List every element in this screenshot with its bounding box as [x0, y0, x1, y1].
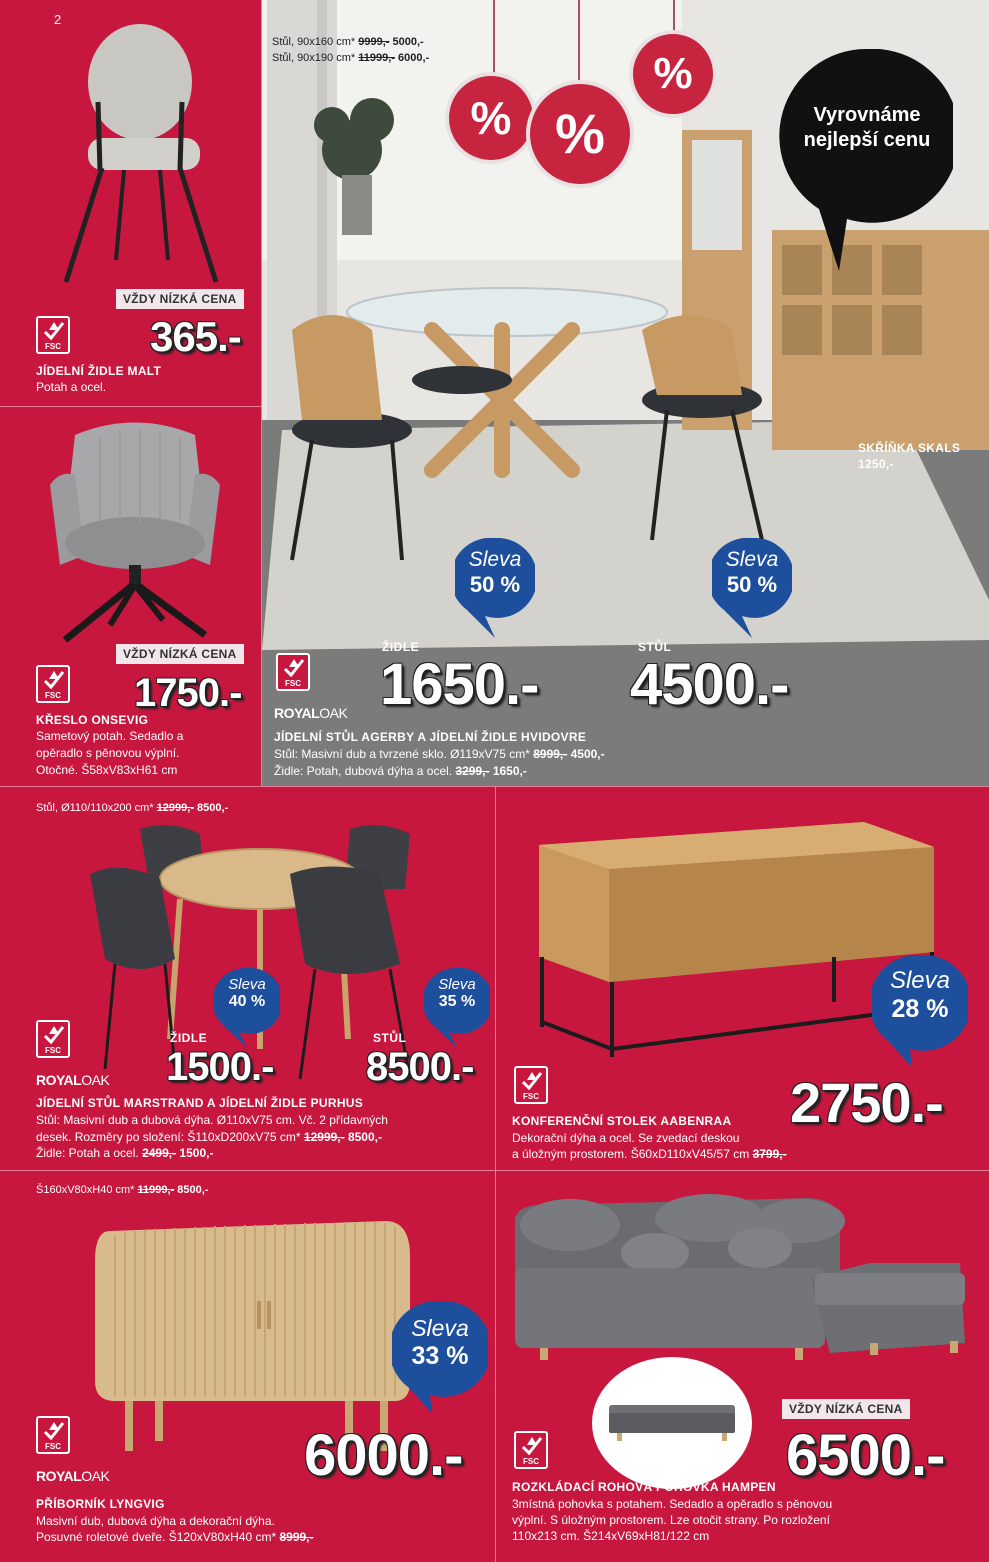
- discount-bubble-table: [712, 538, 792, 638]
- percent-label: %: [470, 92, 512, 144]
- chair-malt-image: [40, 20, 240, 290]
- low-price-badge: VŽDY NÍZKÁ CENA: [782, 1399, 910, 1419]
- fsc-logo: [36, 665, 70, 703]
- product-desc-line1: 3místná pohovka s potahem. Sedadlo a opěradlo s pěnovou: [512, 1497, 833, 1511]
- discount-value: 40 %: [228, 993, 266, 1010]
- price: 1750.-: [134, 671, 242, 715]
- discount-value: 33 %: [411, 1342, 469, 1370]
- product-desc-line3: Otočné. Š58xV83xH61 cm: [36, 763, 178, 777]
- product-title: ROZKLÁDACÍ ROHOVÁ POHOVKA HAMPEN: [512, 1480, 776, 1494]
- old-price: 2499,-: [142, 1146, 177, 1160]
- discount-value: 50 %: [469, 572, 521, 597]
- product-title: KONFERENČNÍ STOLEK AABENRAA: [512, 1114, 732, 1128]
- old-price: 11999,-: [358, 52, 395, 64]
- discount-value: 50 %: [726, 572, 778, 597]
- low-price-badge: VŽDY NÍZKÁ CENA: [116, 289, 244, 309]
- price-label: Stůl, 90x160 cm*: [272, 36, 359, 48]
- tree-checkmark-icon: [520, 1070, 544, 1092]
- fsc-logo: [514, 1066, 548, 1104]
- table-label: STŮL: [373, 1031, 407, 1045]
- discount-value: 35 %: [438, 993, 476, 1010]
- product-aabenraa[interactable]: [496, 787, 989, 1171]
- product-armchair-onsevig[interactable]: [0, 407, 262, 787]
- new-price: 8500,-: [174, 1184, 209, 1196]
- product-chair-malt[interactable]: [0, 0, 262, 407]
- product-desc-line2: [36, 1129, 382, 1145]
- new-price: 8500,-: [344, 1130, 382, 1144]
- tree-checkmark-icon: [42, 669, 66, 691]
- armchair-onsevig-image: [45, 415, 225, 645]
- tree-checkmark-icon: [520, 1435, 544, 1457]
- desc-text: Posuvné roletové dveře. Š120xV80xH40 cm*: [36, 1530, 280, 1544]
- desc-text: Stůl: Masivní dub a tvrzené sklo. Ø119xV75 cm*: [274, 747, 534, 761]
- discount-word: Sleva: [725, 548, 779, 571]
- product-desc-line1: Dekorační dýha a ocel. Se zvedací deskou: [512, 1131, 740, 1145]
- fsc-logo: [36, 1020, 70, 1058]
- new-price: 1650,-: [489, 764, 527, 778]
- percent-tag-3: [629, 30, 717, 118]
- product-hampen[interactable]: [496, 1171, 989, 1562]
- low-price-badge: VŽDY NÍZKÁ CENA: [116, 644, 244, 664]
- old-price: 8999,-: [533, 747, 568, 761]
- size-price-line: [36, 1183, 208, 1197]
- discount-bubble-chair: [455, 538, 535, 638]
- chair-price: 1650.-: [380, 652, 539, 717]
- price-label: Stůl, 90x190 cm*: [272, 52, 359, 64]
- new-price: 6000,-: [394, 52, 430, 64]
- tree-checkmark-icon: [42, 1024, 66, 1046]
- price-match-bubble: [779, 49, 953, 271]
- desc-text: a úložným prostorem. Š60xD110xV45/57 cm: [512, 1147, 753, 1161]
- discount-word: Sleva: [438, 976, 476, 993]
- discount-word: Sleva: [889, 967, 951, 994]
- discount-bubble: [872, 955, 968, 1067]
- royal-oak-logo: [36, 1072, 109, 1088]
- fsc-label: FSC: [45, 342, 61, 351]
- table-price: 4500.-: [630, 652, 789, 717]
- fsc-logo: [36, 1416, 70, 1454]
- new-price: 1500,-: [176, 1146, 214, 1160]
- desc-text: Židle: Potah, dubová dýha a ocel.: [274, 764, 456, 778]
- royal-oak-oak: OAK: [81, 1468, 110, 1484]
- fsc-label: FSC: [523, 1457, 539, 1466]
- hero-agerby-hvidovre[interactable]: [262, 0, 989, 787]
- desc-text: Židle: Potah a ocel.: [36, 1146, 143, 1160]
- product-desc-line2: [274, 763, 527, 779]
- fsc-logo: [514, 1431, 548, 1469]
- sofa-bed-inset: [592, 1357, 752, 1489]
- royal-oak-logo: [274, 705, 347, 721]
- royal-oak-royal: ROYAL: [36, 1072, 82, 1088]
- discount-bubble-table: [424, 968, 490, 1048]
- chair-price: 1500.-: [166, 1045, 274, 1089]
- desc-text: desek. Rozměry po složení: Š110xD200xV75 cm*: [36, 1130, 304, 1144]
- product-title: JÍDELNÍ STŮL AGERBY A JÍDELNÍ ŽIDLE HVIDOVRE: [274, 730, 587, 744]
- product-desc-line2: výplní. S úložným prostorem. Lze otočit strany. Po rozložení: [512, 1513, 830, 1527]
- old-price: 3799,-: [752, 1147, 787, 1161]
- size-price-line: [36, 801, 228, 815]
- percent-label: %: [653, 49, 693, 98]
- tree-checkmark-icon: [42, 320, 66, 342]
- old-price: 11999,-: [137, 1184, 175, 1196]
- old-price: 12999,-: [303, 1130, 345, 1144]
- price: 2750.-: [790, 1071, 943, 1134]
- cabinet-price: 1250,-: [858, 457, 894, 471]
- chair-label: ŽIDLE: [382, 640, 420, 654]
- tree-checkmark-icon: [42, 1420, 66, 1442]
- product-desc-line2: [512, 1146, 787, 1162]
- corner-sofa-hampen-image: [510, 1193, 970, 1373]
- cabinet-title: SKŘÍŇKA SKALS: [858, 441, 961, 455]
- discount-word: Sleva: [411, 1315, 469, 1341]
- bubble-text: Vyrovnáme nejlepší cenu: [803, 104, 931, 151]
- product-desc-line3: [36, 1145, 213, 1161]
- product-title: JÍDELNÍ ŽIDLE MALT: [36, 364, 162, 378]
- price: 6000.-: [304, 1423, 463, 1488]
- product-desc-line2: opěradlo s pěnovou výplní.: [36, 746, 180, 760]
- old-price: 12999,-: [156, 802, 194, 814]
- tree-checkmark-icon: [282, 657, 306, 679]
- percent-label: %: [555, 102, 605, 165]
- fsc-label: FSC: [45, 1442, 61, 1451]
- fsc-label: FSC: [523, 1092, 539, 1101]
- product-desc-line1: Sametový potah. Sedadlo a: [36, 729, 184, 743]
- royal-oak-logo: [36, 1468, 109, 1484]
- product-desc-line1: Masivní dub, dubová dýha a dekorační dýha.: [36, 1514, 275, 1528]
- chair-label: ŽIDLE: [170, 1031, 208, 1045]
- discount-word: Sleva: [468, 548, 522, 571]
- product-title: JÍDELNÍ STŮL MARSTRAND A JÍDELNÍ ŽIDLE PURHUS: [36, 1096, 364, 1110]
- product-desc-line1: Stůl: Masivní dub a dubová dýha. Ø110xV75 cm. Vč. 2 přídavných: [36, 1113, 388, 1127]
- discount-bubble: [392, 1301, 488, 1413]
- product-title: KŘESLO ONSEVIG: [36, 713, 149, 727]
- fsc-logo: [276, 653, 310, 691]
- size-text: Stůl, Ø110/110x200 cm*: [36, 802, 157, 814]
- new-price: 8500,-: [193, 802, 229, 814]
- product-desc-line2: [36, 1529, 314, 1545]
- product-desc-line1: [274, 746, 605, 762]
- page-number: 2: [54, 12, 62, 27]
- product-lyngvig[interactable]: [0, 1171, 496, 1562]
- fsc-label: FSC: [45, 691, 61, 700]
- discount-value: 28 %: [891, 995, 949, 1023]
- table-price: 8500.-: [366, 1045, 474, 1089]
- fsc-label: FSC: [45, 1046, 61, 1055]
- price: 365.-: [150, 313, 241, 360]
- size-text: Š160xV80xH40 cm*: [36, 1184, 138, 1196]
- product-desc-line3: 110x213 cm. Š214xV69xH81/122 cm: [512, 1529, 710, 1543]
- product-marstrand-purhus[interactable]: [0, 787, 496, 1171]
- percent-tag-1: [445, 72, 537, 164]
- fsc-label: FSC: [285, 679, 301, 688]
- product-desc: Potah a ocel.: [36, 380, 107, 394]
- fsc-logo: [36, 316, 70, 354]
- sofa-bed-unfolded-image: [607, 1399, 737, 1449]
- royal-oak-royal: ROYAL: [274, 705, 320, 721]
- price: 6500.-: [786, 1423, 945, 1488]
- discount-word: Sleva: [228, 976, 266, 993]
- discount-bubble-chair: [214, 968, 280, 1048]
- royal-oak-royal: ROYAL: [36, 1468, 82, 1484]
- old-price: 3299,-: [455, 764, 490, 778]
- new-price: 5000,-: [389, 36, 424, 48]
- product-title: PŘÍBORNÍK LYNGVIG: [36, 1497, 165, 1511]
- royal-oak-oak: OAK: [81, 1072, 110, 1088]
- percent-tag-2: [526, 80, 634, 188]
- table-label: STŮL: [638, 640, 672, 654]
- old-price: 9999,-: [358, 36, 390, 48]
- new-price: 4500,-: [567, 747, 605, 761]
- old-price: 8999,-: [279, 1530, 314, 1544]
- royal-oak-oak: OAK: [319, 705, 348, 721]
